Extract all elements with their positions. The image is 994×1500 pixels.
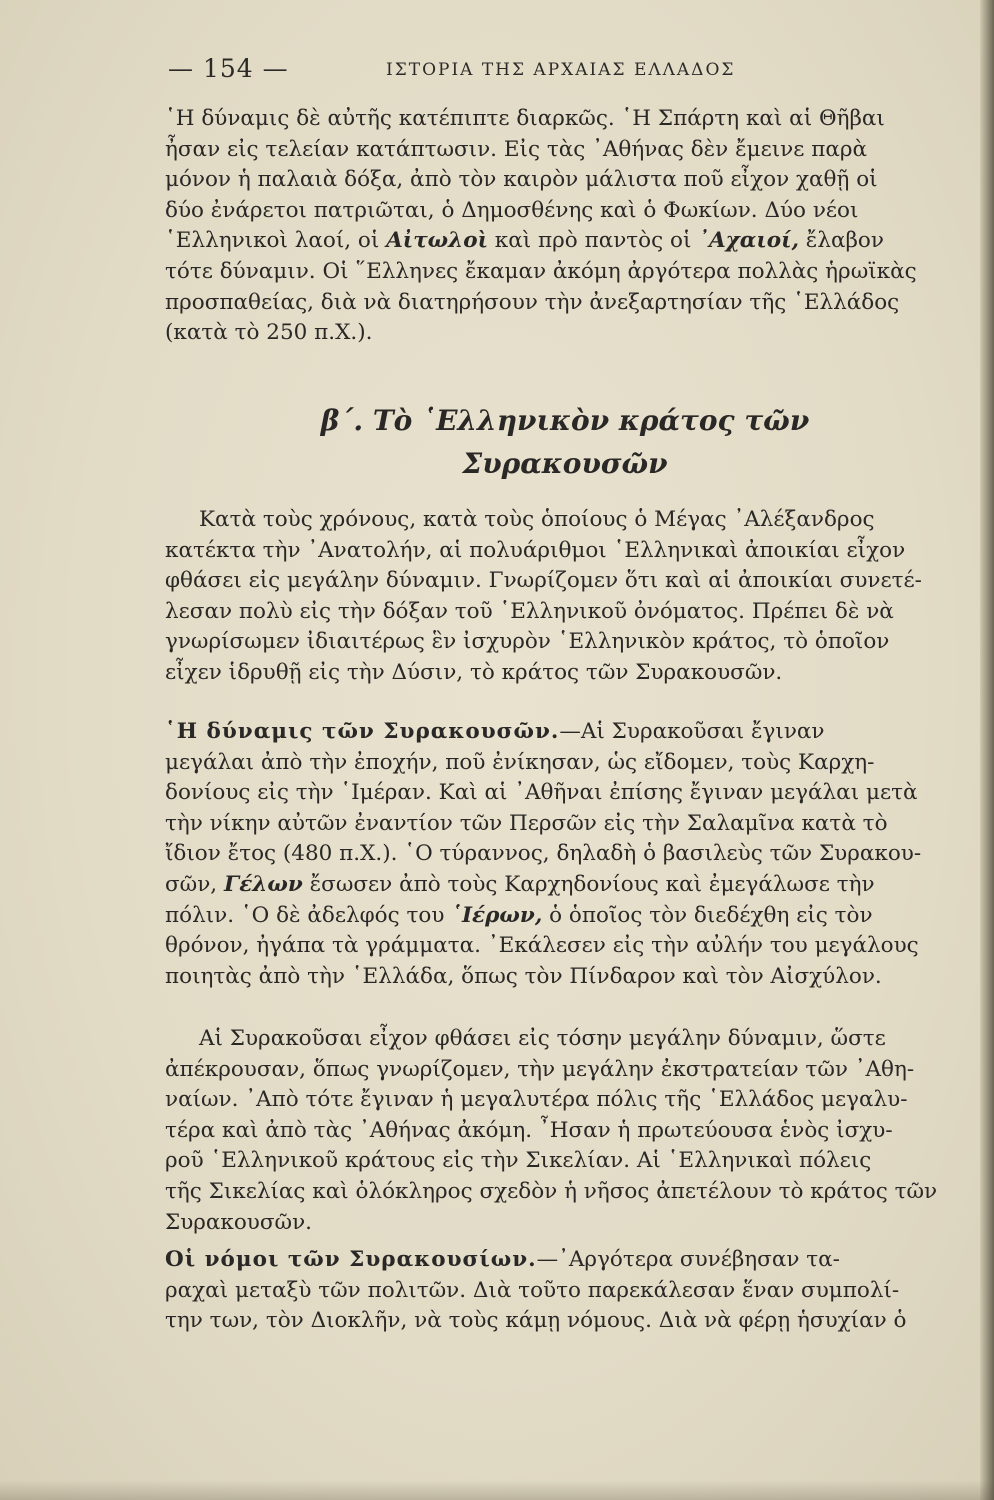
- text-line: τότε δύναμιν. Οἱ ῞Ελληνες ἔκαμαν ἀκόμη ἀργότερα πολλὰς ἡρωϊκὰς: [165, 258, 917, 284]
- text-line: [165, 870, 965, 901]
- paragraph-5: [165, 1245, 965, 1337]
- text-run: ῾Ελληνικοὶ λαοί, οἱ: [165, 228, 387, 254]
- text-line: Συρακουσῶν.: [165, 1209, 312, 1235]
- text-run: ὁ ὁποῖος τὸν διεδέχθη εἰς τὸν: [542, 902, 873, 928]
- text-run: καὶ πρὸ παντὸς οἱ: [487, 228, 699, 254]
- subsection-lead: ῾Η δύναμις τῶν Συρακουσῶν.: [165, 719, 560, 744]
- text-run: ἔλαβον: [798, 228, 884, 254]
- text-line: ἴδιον ἔτος (480 π.Χ.). ῾Ο τύραννος, δηλαδὴ ὁ βασιλεὺς τῶν Συρακου-: [165, 841, 922, 867]
- text-line: ραχαὶ μεταξὺ τῶν πολιτῶν. Διὰ τοῦτο παρεκάλεσαν ἕναν συμπολί-: [165, 1277, 900, 1303]
- text-line: τῆς Σικελίας καὶ ὁλόκληρος σχεδὸν ἡ νῆσος ἀπετέλουν τὸ κράτος τῶν: [165, 1178, 938, 1204]
- text-run: σῶν,: [165, 871, 224, 897]
- italic-term: ᾿Αχαιοί,: [698, 228, 799, 254]
- text-line: ἦσαν εἰς τελείαν κατάπτωσιν. Εἰς τὰς ᾿Αθήνας δὲν ἔμεινε παρὰ: [165, 136, 868, 162]
- text-line: προσπαθείας, διὰ νὰ διατηρήσουν τὴν ἀνεξαρτησίαν τῆς ῾Ελλάδος: [165, 289, 900, 315]
- text-line: [165, 901, 965, 932]
- subsection-lead: Οἱ νόμοι τῶν Συρακουσίων.: [165, 1247, 537, 1272]
- italic-term: ῾Ιέρων,: [451, 902, 543, 928]
- text-line: ροῦ ῾Ελληνικοῦ κράτους εἰς τὴν Σικελίαν. Αἱ ῾Ελληνικαὶ πόλεις: [165, 1148, 872, 1174]
- text-run: —Αἱ Συρακοῦσαι ἔγιναν: [559, 719, 825, 744]
- paragraph-3: [165, 717, 965, 992]
- page-number: — 154 —: [168, 54, 289, 83]
- section-heading-line-1: β΄. Τὸ ῾Ελληνικὸν κράτος τῶν: [320, 404, 810, 437]
- page-edge-shadow: [980, 0, 994, 1500]
- text-line: Αἱ Συρακοῦσαι εἶχον φθάσει εἰς τόσην μεγάλην δύναμιν, ὥστε: [199, 1026, 886, 1051]
- text-line: φθάσει εἰς μεγάλην δύναμιν. Γνωρίζομεν ὅτι καὶ αἱ ἀποικίαι συνετέ-: [165, 568, 922, 594]
- text-line: κατέκτα τὴν ᾿Ανατολήν, αἱ πολυάριθμοι ῾Ελληνικαὶ ἀποικίαι εἶχον: [165, 537, 906, 563]
- text-line: [165, 1245, 965, 1276]
- text-line: (κατὰ τὸ 250 π.Χ.).: [165, 320, 373, 346]
- text-run: —᾿Αργότερα συνέβησαν τα-: [536, 1247, 840, 1272]
- text-line: ναίων. ᾿Απὸ τότε ἔγιναν ἡ μεγαλυτέρα πόλις τῆς ῾Ελλάδος μεγαλυ-: [165, 1087, 908, 1113]
- text-line: [165, 717, 965, 748]
- paragraph-4: [165, 1024, 965, 1238]
- text-line: μεγάλαι ἀπὸ τὴν ἐποχήν, ποῦ ἐνίκησαν, ὡς εἴδομεν, τοὺς Καρχη-: [165, 749, 875, 775]
- text-line: Κατὰ τοὺς χρόνους, κατὰ τοὺς ὁποίους ὁ Μέγας ᾿Αλέξανδρος: [199, 507, 875, 532]
- text-line: δύο ἐνάρετοι πατριῶται, ὁ Δημοσθένης καὶ ὁ Φωκίων. Δύο νέοι: [165, 197, 859, 223]
- text-line: λεσαν πολὺ εἰς τὴν δόξαν τοῦ ῾Ελληνικοῦ ὀνόματος. Πρέπει δὲ νὰ: [165, 598, 894, 624]
- text-line: θρόνον, ἠγάπα τὰ γράμματα. ᾿Εκάλεσεν εἰς τὴν αὐλήν του μεγάλους: [165, 933, 919, 959]
- section-heading-line-2: Συρακουσῶν: [462, 447, 668, 480]
- text-line: ποιητὰς ἀπὸ τὴν ῾Ελλάδα, ὅπως τὸν Πίνδαρον καὶ τὸν Αἰσχύλον.: [165, 963, 882, 989]
- page-bottom-shadow: [0, 1480, 994, 1500]
- italic-term: Γέλων: [223, 871, 303, 897]
- text-line: ῾Η δύναμις δὲ αὐτῆς κατέπιπτε διαρκῶς. ῾Η Σπάρτη καὶ αἱ Θῆβαι: [165, 106, 885, 131]
- text-run: ἔσωσεν ἀπὸ τοὺς Καρχηδονίους καὶ ἐμεγάλωσε τὴν: [302, 871, 875, 897]
- text-line: τὴν νίκην αὐτῶν ἐναντίον τῶν Περσῶν εἰς τὴν Σαλαμῖνα κατὰ τὸ: [165, 810, 888, 836]
- text-line: ἀπέκρουσαν, ὅπως γνωρίζομεν, τὴν μεγάλην ἐκστρατείαν τῶν ᾿Αθη-: [165, 1056, 915, 1082]
- page-header: [168, 50, 948, 86]
- text-line: τέρα καὶ ἀπὸ τὰς ᾿Αθήνας ἀκόμη. ῏Ησαν ἡ πρωτεύουσα ἑνὸς ἰσχυ-: [165, 1117, 893, 1143]
- text-line: την των, τὸν Διοκλῆν, νὰ τοὺς κάμῃ νόμους. Διὰ νὰ φέρῃ ἡσυχίαν ὁ: [165, 1308, 907, 1334]
- text-line: γνωρίσωμεν ἰδιαιτέρως ἓν ἰσχυρὸν ῾Ελληνικὸν κράτος, τὸ ὁποῖον: [165, 629, 890, 655]
- text-run: πόλιν. ῾Ο δὲ ἀδελφός του: [165, 902, 452, 928]
- paragraph-1: [165, 104, 965, 349]
- running-title: ΙΣΤΟΡΙΑ ΤΗΣ ΑΡΧΑΙΑΣ ΕΛΛΑΔΟΣ: [386, 60, 736, 80]
- text-line: εἶχεν ἱδρυθῇ εἰς τὴν Δύσιν, τὸ κράτος τῶν Συρακουσῶν.: [165, 659, 783, 685]
- text-line: δονίους εἰς τὴν ῾Ιμέραν. Καὶ αἱ ᾿Αθῆναι ἐπίσης ἔγιναν μεγάλαι μετὰ: [165, 780, 918, 806]
- paragraph-2: [165, 505, 965, 689]
- text-line: μόνον ἡ παλαιὰ δόξα, ἀπὸ τὸν καιρὸν μάλιστα ποῦ εἶχον χαθῇ οἱ: [165, 167, 878, 193]
- text-line: [165, 226, 965, 257]
- italic-term: Αἰτωλοὶ: [386, 228, 488, 254]
